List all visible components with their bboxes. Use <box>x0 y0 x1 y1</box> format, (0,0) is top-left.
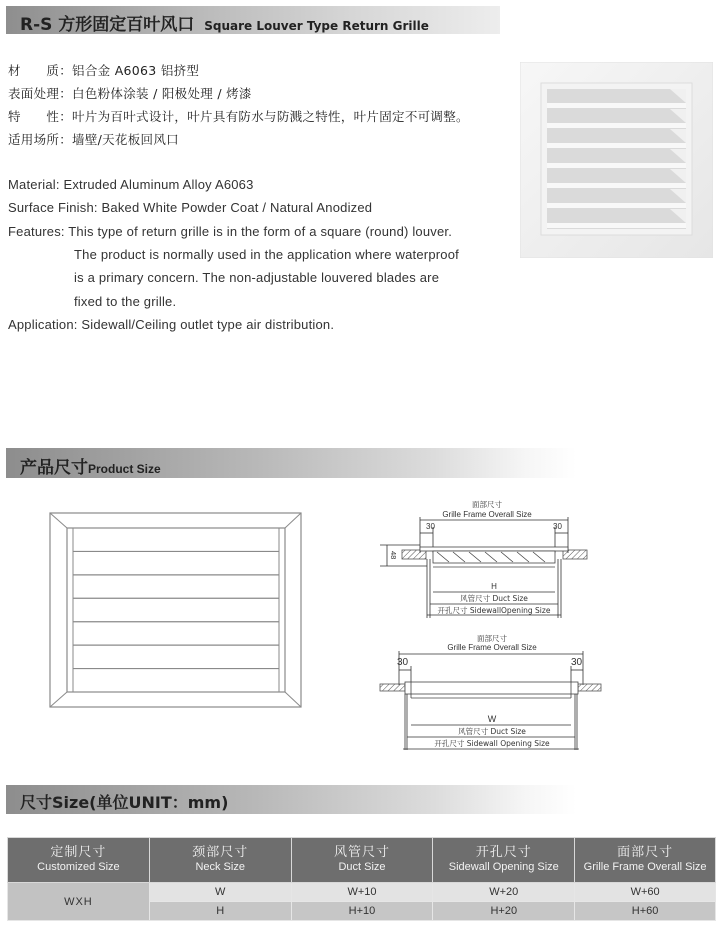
section-h-drawing <box>375 495 600 620</box>
dim-h-label: H <box>491 582 497 591</box>
spec-cn-surface: 表面处理：白色粉体涂装 / 阳极处理 / 烤漆 <box>8 86 252 101</box>
duct-size-label: 风管尺寸 Duct Size <box>458 727 526 736</box>
spec-en-features-line: is a primary concern. The non-adjustable louvered blades are <box>74 270 440 285</box>
dim-w-label: W <box>487 714 497 724</box>
size-table-title: 尺寸Size(单位UNIT：mm) <box>20 793 229 812</box>
overall-size-en: Grille Frame Overall Size <box>447 643 537 652</box>
table-cell: H+20 <box>433 902 575 921</box>
col-duct: 风管尺寸 Duct Size <box>291 838 433 883</box>
table-row <box>8 883 716 902</box>
louver-blade <box>547 143 686 148</box>
overall-size-cn: 面部尺寸 <box>477 634 507 643</box>
louver-blade <box>547 103 686 108</box>
overall-size-en: Grille Frame Overall Size <box>442 510 532 519</box>
size-table <box>7 837 716 921</box>
customized-cell: WXH <box>8 883 150 921</box>
size-table-banner <box>6 785 719 814</box>
col-neck: 颈部尺寸 Neck Size <box>149 838 291 883</box>
louver-blade <box>547 203 686 208</box>
title-en: Square Louver Type Return Grille <box>204 19 429 33</box>
duct-size-label: 风管尺寸 Duct Size <box>460 594 528 603</box>
louver-blade <box>547 183 686 188</box>
table-cell: H <box>149 902 291 921</box>
spec-en-features-line: Features: This type of return grille is in the form of a square (round) louver. <box>8 224 453 239</box>
title-banner <box>6 6 500 34</box>
table-cell: W+10 <box>291 883 433 902</box>
product-size-title: 产品尺寸Product Size <box>20 458 161 478</box>
margin-right-label: 30 <box>553 522 562 531</box>
page-title <box>20 10 429 35</box>
spec-en-surface: Surface Finish: Baked White Powder Coat / Natural Anodized <box>8 200 373 215</box>
product-photo <box>520 62 713 258</box>
spec-en-features-line: fixed to the grille. <box>74 294 177 309</box>
louver-blade <box>547 123 686 128</box>
spec-cn-material: 材 质：铝合金 A6063 铝挤型 <box>8 63 200 78</box>
table-cell: W+20 <box>433 883 575 902</box>
spec-en-application: Application: Sidewall/Ceiling outlet type air distribution. <box>8 317 335 332</box>
margin-right-label: 30 <box>571 657 583 668</box>
depth-label: 48 <box>389 551 398 560</box>
spec-en-material: Material: Extruded Aluminum Alloy A6063 <box>8 177 254 192</box>
spec-en-features-line: The product is normally used in the application where waterproof <box>74 247 459 262</box>
front-view-drawing <box>45 508 307 713</box>
table-cell: W <box>149 883 291 902</box>
table-cell: H+10 <box>291 902 433 921</box>
col-opening: 开孔尺寸 Sidewall Opening Size <box>433 838 575 883</box>
margin-left-label: 30 <box>426 522 435 531</box>
product-size-banner <box>6 448 719 478</box>
spec-cn-application: 适用场所：墙壁/天花板回风口 <box>8 132 179 147</box>
table-cell: W+60 <box>575 883 716 902</box>
spec-cn-features: 特 性：叶片为百叶式设计，叶片具有防水与防溅之特性，叶片固定不可调整。 <box>8 109 469 124</box>
louver-blade <box>547 163 686 168</box>
title-cn: R-S 方形固定百叶风口 <box>20 15 195 35</box>
margin-left-label: 30 <box>397 657 409 668</box>
table-cell: H+60 <box>575 902 716 921</box>
table-header-row <box>8 838 716 883</box>
col-customized: 定制尺寸 Customized Size <box>8 838 150 883</box>
louver-blade <box>547 223 686 228</box>
opening-size-label: 开孔尺寸 Sidewall Opening Size <box>434 739 550 748</box>
section-w-drawing <box>375 630 610 752</box>
opening-size-label: 开孔尺寸 SidewallOpening Size <box>437 606 551 615</box>
col-overall: 面部尺寸 Grille Frame Overall Size <box>575 838 716 883</box>
overall-size-cn: 面部尺寸 <box>472 500 502 509</box>
